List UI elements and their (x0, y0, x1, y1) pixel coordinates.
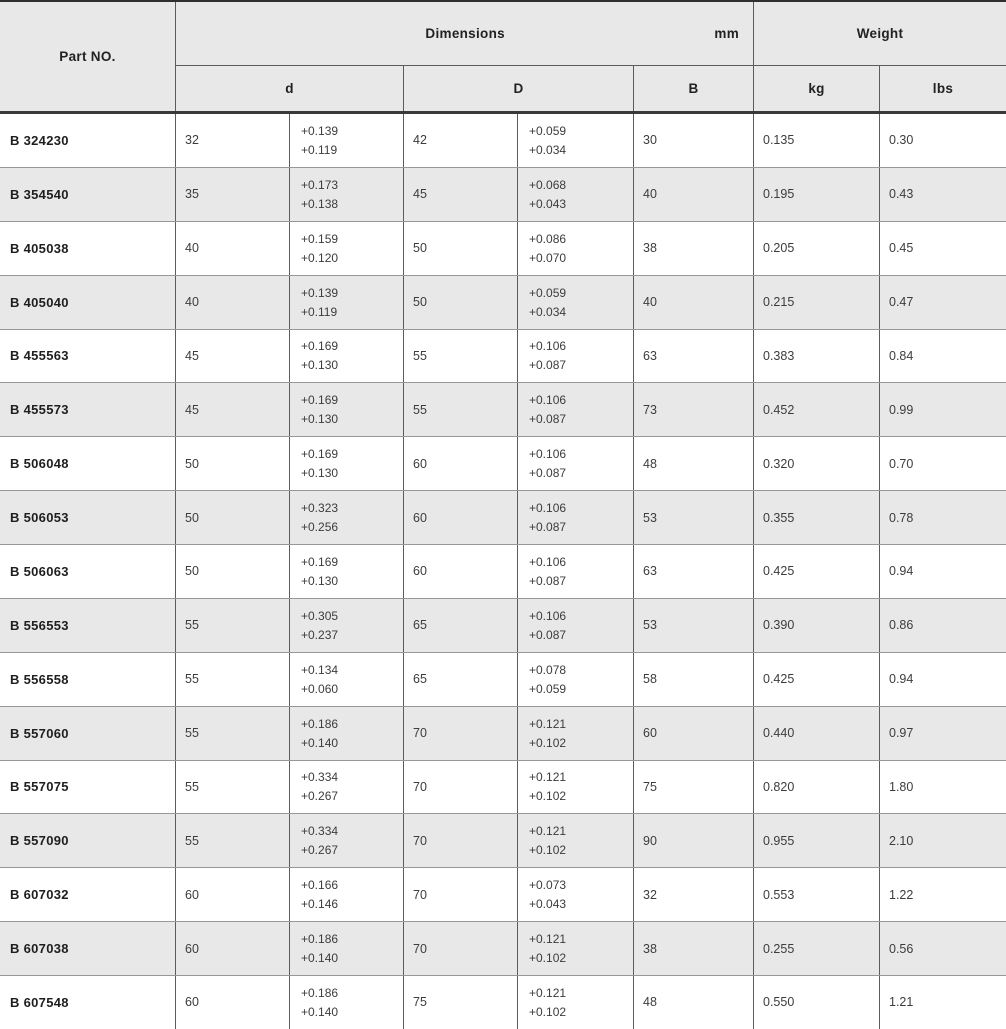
cell-D-value: 65 (404, 599, 518, 652)
D-tolerance-lower: +0.034 (529, 304, 567, 319)
header-part-no (0, 2, 176, 111)
cell-d-tolerance (290, 814, 404, 867)
cell-d-tolerance (290, 976, 404, 1029)
D-tolerance-lower: +0.059 (529, 681, 567, 696)
cell-d-tolerance (290, 168, 404, 221)
cell-B-value: 38 (634, 922, 754, 975)
cell-D-tolerance (518, 653, 634, 706)
cell-part-no: B 455573 (0, 383, 176, 436)
table-row (0, 330, 1006, 384)
D-tolerance-upper: +0.106 (529, 501, 567, 516)
cell-weight-lbs: 0.56 (889, 941, 914, 956)
D-tolerance-upper: +0.121 (529, 985, 567, 1000)
cell-d-value: 32 (176, 114, 290, 167)
D-tolerance-upper: +0.086 (529, 231, 567, 246)
cell-part-no: B 556558 (0, 653, 176, 706)
cell-weight-kg: 0.355 (754, 491, 880, 544)
cell-d-value: 45 (176, 330, 290, 383)
D-tolerance-lower: +0.087 (529, 573, 567, 588)
cell-D-tolerance (518, 114, 634, 167)
cell-d-tolerance (290, 545, 404, 598)
cell-weight-kg: 0.320 (754, 437, 880, 490)
cell-B-value: 90 (634, 814, 754, 867)
cell-B-value: 53 (634, 491, 754, 544)
cell-part-no: B 324230 (0, 114, 176, 167)
d-tolerance-lower: +0.138 (301, 196, 339, 211)
d-tolerance-upper: +0.169 (301, 447, 339, 462)
d-tolerance-upper: +0.334 (301, 824, 339, 839)
cell-D-tolerance (518, 491, 634, 544)
D-tolerance-lower: +0.102 (529, 1004, 567, 1019)
header-weight-label: Weight (856, 26, 904, 41)
table-row (0, 545, 1006, 599)
d-tolerance-lower: +0.130 (301, 573, 339, 588)
cell-part-no: B 557075 (0, 761, 176, 814)
cell-D-value: 55 (404, 330, 518, 383)
cell-weight-lbs: 0.78 (889, 510, 914, 525)
cell-part-no: B 354540 (0, 168, 176, 221)
cell-D-value: 60 (404, 491, 518, 544)
d-tolerance-lower: +0.130 (301, 412, 339, 427)
cell-B-value: 40 (634, 276, 754, 329)
cell-d-value: 45 (176, 383, 290, 436)
cell-D-tolerance (518, 545, 634, 598)
cell-D-value: 45 (404, 168, 518, 221)
cell-D-value: 55 (404, 383, 518, 436)
d-tolerance-lower: +0.120 (301, 250, 339, 265)
cell-B-value: 60 (634, 707, 754, 760)
cell-weight-kg: 0.255 (754, 922, 880, 975)
cell-d-value: 55 (176, 653, 290, 706)
table-row (0, 437, 1006, 491)
d-tolerance-lower: +0.256 (301, 520, 339, 535)
cell-D-value: 50 (404, 276, 518, 329)
header-col-B-label: B (688, 81, 699, 96)
cell-D-value: 42 (404, 114, 518, 167)
cell-d-tolerance (290, 653, 404, 706)
cell-d-tolerance (290, 599, 404, 652)
header-col-d (176, 66, 404, 111)
d-tolerance-upper: +0.186 (301, 985, 339, 1000)
cell-D-value: 60 (404, 437, 518, 490)
table-row (0, 976, 1006, 1029)
cell-B-value: 40 (634, 168, 754, 221)
D-tolerance-upper: +0.106 (529, 339, 567, 354)
D-tolerance-upper: +0.106 (529, 393, 567, 408)
cell-d-tolerance (290, 761, 404, 814)
cell-weight-kg: 0.425 (754, 653, 880, 706)
table-row (0, 707, 1006, 761)
d-tolerance-lower: +0.130 (301, 466, 339, 481)
cell-d-value: 50 (176, 437, 290, 490)
D-tolerance-lower: +0.102 (529, 951, 567, 966)
cell-part-no: B 506048 (0, 437, 176, 490)
cell-D-tolerance (518, 761, 634, 814)
cell-part-no: B 607548 (0, 976, 176, 1029)
cell-weight-lbs: 1.22 (889, 887, 914, 902)
cell-part-no: B 506063 (0, 545, 176, 598)
cell-weight-kg: 0.215 (754, 276, 880, 329)
cell-d-tolerance (290, 707, 404, 760)
D-tolerance-lower: +0.087 (529, 627, 567, 642)
D-tolerance-upper: +0.078 (529, 662, 567, 677)
cell-weight-lbs: 0.86 (889, 618, 914, 633)
cell-d-tolerance (290, 114, 404, 167)
d-tolerance-lower: +0.119 (301, 304, 338, 319)
cell-weight-kg: 0.135 (754, 114, 880, 167)
d-tolerance-upper: +0.323 (301, 501, 339, 516)
D-tolerance-lower: +0.087 (529, 358, 567, 373)
cell-weight-lbs: 1.80 (889, 779, 914, 794)
cell-d-tolerance (290, 922, 404, 975)
D-tolerance-upper: +0.106 (529, 447, 567, 462)
cell-part-no: B 405038 (0, 222, 176, 275)
cell-d-value: 35 (176, 168, 290, 221)
d-tolerance-lower: +0.237 (301, 627, 339, 642)
table-row (0, 491, 1006, 545)
cell-weight-lbs: 1.21 (889, 995, 914, 1010)
cell-D-value: 70 (404, 814, 518, 867)
header-weight (754, 2, 1006, 66)
cell-D-tolerance (518, 922, 634, 975)
cell-B-value: 48 (634, 976, 754, 1029)
header-col-D (404, 66, 634, 111)
cell-d-tolerance (290, 276, 404, 329)
header-col-B (634, 66, 754, 111)
cell-D-tolerance (518, 437, 634, 490)
header-col-lbs (880, 66, 1006, 111)
table-row (0, 868, 1006, 922)
header-part-no-label: Part NO. (59, 49, 116, 64)
cell-D-tolerance (518, 330, 634, 383)
D-tolerance-upper: +0.106 (529, 554, 567, 569)
d-tolerance-upper: +0.139 (301, 123, 339, 138)
cell-D-tolerance (518, 383, 634, 436)
D-tolerance-lower: +0.102 (529, 735, 567, 750)
cell-D-tolerance (518, 707, 634, 760)
cell-weight-lbs: 0.97 (889, 726, 914, 741)
cell-part-no: B 455563 (0, 330, 176, 383)
cell-D-tolerance (518, 814, 634, 867)
cell-weight-lbs: 0.84 (889, 348, 914, 363)
cell-d-value: 50 (176, 491, 290, 544)
cell-weight-lbs: 0.47 (889, 295, 914, 310)
table-row (0, 383, 1006, 437)
header-col-lbs-label: lbs (932, 81, 954, 96)
cell-part-no: B 557060 (0, 707, 176, 760)
cell-weight-kg: 0.955 (754, 814, 880, 867)
D-tolerance-lower: +0.087 (529, 412, 567, 427)
table-row (0, 922, 1006, 976)
table-row (0, 222, 1006, 276)
D-tolerance-lower: +0.087 (529, 520, 567, 535)
cell-d-value: 55 (176, 761, 290, 814)
D-tolerance-lower: +0.102 (529, 843, 567, 858)
d-tolerance-lower: +0.140 (301, 735, 339, 750)
cell-D-tolerance (518, 599, 634, 652)
cell-weight-kg: 0.425 (754, 545, 880, 598)
cell-D-value: 70 (404, 922, 518, 975)
table-header (0, 2, 1006, 114)
cell-B-value: 38 (634, 222, 754, 275)
cell-weight-kg: 0.205 (754, 222, 880, 275)
cell-D-tolerance (518, 222, 634, 275)
cell-d-value: 40 (176, 222, 290, 275)
D-tolerance-upper: +0.106 (529, 608, 567, 623)
cell-B-value: 63 (634, 545, 754, 598)
cell-B-value: 53 (634, 599, 754, 652)
cell-B-value: 75 (634, 761, 754, 814)
D-tolerance-upper: +0.121 (529, 716, 567, 731)
cell-d-value: 60 (176, 976, 290, 1029)
cell-weight-lbs: 2.10 (889, 833, 914, 848)
D-tolerance-lower: +0.087 (529, 466, 567, 481)
table-row (0, 168, 1006, 222)
cell-part-no: B 506053 (0, 491, 176, 544)
d-tolerance-upper: +0.134 (301, 662, 339, 677)
d-tolerance-lower: +0.130 (301, 358, 339, 373)
cell-d-tolerance (290, 491, 404, 544)
D-tolerance-lower: +0.043 (529, 897, 567, 912)
table-row (0, 599, 1006, 653)
table-row (0, 761, 1006, 815)
cell-d-value: 40 (176, 276, 290, 329)
d-tolerance-upper: +0.305 (301, 608, 339, 623)
d-tolerance-upper: +0.139 (301, 285, 339, 300)
D-tolerance-upper: +0.121 (529, 824, 567, 839)
d-tolerance-upper: +0.186 (301, 716, 339, 731)
cell-D-tolerance (518, 276, 634, 329)
cell-d-tolerance (290, 222, 404, 275)
cell-weight-lbs: 0.94 (889, 564, 914, 579)
cell-B-value: 32 (634, 868, 754, 921)
header-col-D-label: D (513, 81, 524, 96)
cell-weight-lbs: 0.43 (889, 187, 914, 202)
table-row (0, 114, 1006, 168)
cell-D-value: 60 (404, 545, 518, 598)
cell-d-tolerance (290, 868, 404, 921)
cell-weight-lbs: 0.45 (889, 241, 914, 256)
header-col-kg-label: kg (808, 81, 825, 96)
D-tolerance-lower: +0.034 (529, 142, 567, 157)
cell-weight-lbs: 0.30 (889, 133, 914, 148)
cell-weight-kg: 0.383 (754, 330, 880, 383)
cell-weight-kg: 0.195 (754, 168, 880, 221)
cell-weight-lbs: 0.99 (889, 402, 914, 417)
cell-B-value: 73 (634, 383, 754, 436)
cell-d-value: 55 (176, 707, 290, 760)
cell-weight-kg: 0.553 (754, 868, 880, 921)
cell-part-no: B 607032 (0, 868, 176, 921)
cell-d-tolerance (290, 383, 404, 436)
cell-d-value: 55 (176, 814, 290, 867)
cell-D-value: 65 (404, 653, 518, 706)
cell-part-no: B 405040 (0, 276, 176, 329)
d-tolerance-lower: +0.140 (301, 1004, 339, 1019)
cell-weight-kg: 0.550 (754, 976, 880, 1029)
cell-B-value: 30 (634, 114, 754, 167)
D-tolerance-upper: +0.059 (529, 285, 567, 300)
D-tolerance-upper: +0.059 (529, 123, 567, 138)
table-row (0, 276, 1006, 330)
table-row (0, 814, 1006, 868)
d-tolerance-lower: +0.267 (301, 789, 339, 804)
D-tolerance-upper: +0.121 (529, 770, 567, 785)
cell-d-value: 50 (176, 545, 290, 598)
D-tolerance-upper: +0.121 (529, 932, 567, 947)
d-tolerance-lower: +0.060 (301, 681, 339, 696)
header-unit-mm: mm (714, 26, 739, 41)
d-tolerance-lower: +0.146 (301, 897, 339, 912)
d-tolerance-upper: +0.169 (301, 554, 339, 569)
cell-weight-kg: 0.390 (754, 599, 880, 652)
cell-d-tolerance (290, 330, 404, 383)
cell-d-value: 60 (176, 868, 290, 921)
d-tolerance-lower: +0.119 (301, 142, 338, 157)
table-body (0, 114, 1006, 1029)
d-tolerance-upper: +0.169 (301, 339, 339, 354)
cell-D-tolerance (518, 868, 634, 921)
cell-weight-kg: 0.452 (754, 383, 880, 436)
cell-B-value: 48 (634, 437, 754, 490)
cell-B-value: 58 (634, 653, 754, 706)
cell-D-value: 70 (404, 868, 518, 921)
cell-d-value: 55 (176, 599, 290, 652)
cell-D-tolerance (518, 168, 634, 221)
cell-weight-kg: 0.820 (754, 761, 880, 814)
cell-d-value: 60 (176, 922, 290, 975)
cell-weight-lbs: 0.94 (889, 672, 914, 687)
d-tolerance-lower: +0.267 (301, 843, 339, 858)
header-dimensions-label: Dimensions (425, 26, 505, 41)
cell-B-value: 63 (634, 330, 754, 383)
D-tolerance-lower: +0.102 (529, 789, 567, 804)
header-col-d-label: d (285, 81, 294, 96)
D-tolerance-upper: +0.068 (529, 177, 567, 192)
header-col-kg (754, 66, 880, 111)
header-dimensions (176, 2, 754, 66)
cell-D-tolerance (518, 976, 634, 1029)
table-row (0, 653, 1006, 707)
d-tolerance-upper: +0.166 (301, 878, 339, 893)
d-tolerance-upper: +0.169 (301, 393, 339, 408)
cell-part-no: B 607038 (0, 922, 176, 975)
d-tolerance-upper: +0.173 (301, 177, 339, 192)
cell-part-no: B 557090 (0, 814, 176, 867)
cell-weight-kg: 0.440 (754, 707, 880, 760)
cell-d-tolerance (290, 437, 404, 490)
cell-D-value: 75 (404, 976, 518, 1029)
cell-D-value: 70 (404, 707, 518, 760)
cell-part-no: B 556553 (0, 599, 176, 652)
d-tolerance-upper: +0.334 (301, 770, 339, 785)
d-tolerance-lower: +0.140 (301, 951, 339, 966)
cell-D-value: 50 (404, 222, 518, 275)
cell-D-value: 70 (404, 761, 518, 814)
d-tolerance-upper: +0.186 (301, 932, 339, 947)
cell-weight-lbs: 0.70 (889, 456, 914, 471)
d-tolerance-upper: +0.159 (301, 231, 339, 246)
D-tolerance-upper: +0.073 (529, 878, 567, 893)
D-tolerance-lower: +0.070 (529, 250, 567, 265)
D-tolerance-lower: +0.043 (529, 196, 567, 211)
